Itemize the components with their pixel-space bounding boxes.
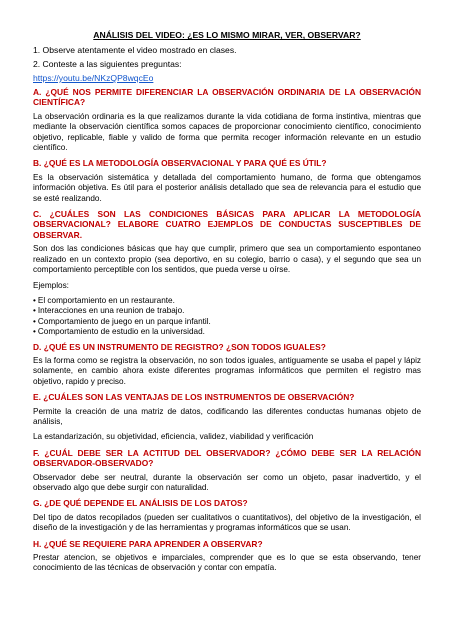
answer-d: Es la forma como se registra la observación, no son todos iguales, antiguamente se usaba el papel y lápiz solamente, en cambio ahora existe diferentes programas informáticos que permiten el registro mas objetivo, rapido y preciso. xyxy=(33,355,421,386)
answer-e: Permite la creación de una matriz de datos, codificando las diferentes conductas humanas objeto de análisis, xyxy=(33,406,421,426)
answer-e-2: La estandarización, su objetividad, eficiencia, validez, viabilidad y verificación xyxy=(33,432,314,442)
list-item: • Interacciones en una reunion de trabajo. xyxy=(33,306,421,316)
instruction-1: 1. Observe atentamente el video mostrado en clases. xyxy=(33,45,237,55)
question-h: H. ¿QUÉ SE REQUIERE PARA APRENDER A OBSERVAR? xyxy=(33,538,263,549)
question-c: C. ¿CUÁLES SON LAS CONDICIONES BÁSICAS PARA APLICAR LA METODOLOGÍA OBSERVACIONAL? ELABORE CUATRO EJEMPLOS DE CONDUCTAS SUSCEPTIBLES DE OBSERVAR. xyxy=(33,209,421,240)
document-title: ANÁLISIS DEL VIDEO: ¿ES LO MISMO MIRAR, VER, OBSERVAR? xyxy=(93,30,361,40)
question-a: A. ¿QUÉ NOS PERMITE DIFERENCIAR LA OBSERVACIÓN ORDINARIA DE LA OBSERVACIÓN CIENTÍFICA? xyxy=(33,87,421,108)
answer-a: La observación ordinaria es la que realizamos durante la vida cotidiana de forma instintiva, mientras que mediante la observación científica somos capaces de proporcionar conocimiento científico, conocimiento objetivo, replicable, fiable y valido de forma que permita recoger información relevante en un estudio científico. xyxy=(33,111,421,153)
list-item: • Comportamiento de estudio en la universidad. xyxy=(33,327,421,337)
list-item: • Comportamiento de juego en un parque infantil. xyxy=(33,317,421,327)
question-f: F. ¿CUÁL DEBE SER LA ACTITUD DEL OBSERVADOR? ¿CÓMO DEBE SER LA RELACIÓN OBSERVADOR-OBSERVADO? xyxy=(33,447,421,469)
answer-g: Del tipo de datos recopilados (pueden ser cualitativos o cuantitativos), del objetivo de la investigación, el diseño de la investigación y de las herramientas y programas informáticos que se usan. xyxy=(33,512,421,533)
question-b: B. ¿QUÉ ES LA METODOLOGÍA OBSERVACIONAL Y PARA QUÉ ES ÚTIL? xyxy=(33,158,327,169)
question-d: D. ¿QUÉ ES UN INSTRUMENTO DE REGISTRO? ¿SON TODOS IGUALES? xyxy=(33,341,326,352)
examples-label: Ejemplos: xyxy=(33,280,69,290)
instruction-2: 2. Conteste a las siguientes preguntas: xyxy=(33,59,182,69)
question-g: G. ¿DE QUÉ DEPENDE EL ANÁLISIS DE LOS DATOS? xyxy=(33,498,248,509)
answer-b: Es la observación sistemática y detallada del comportamiento humano, de forma que obtengamos información objetiva. Es útil para el posterior análisis detallado que sea de relevancia para el estudio que se esté realizando. xyxy=(33,172,421,203)
answer-h: Prestar atencion, se objetivos e imparciales, comprender que es lo que se esta observando, tener conocimiento de las técnicas de observación y contar con empatía. xyxy=(33,553,421,573)
answer-f: Observador debe ser neutral, durante la observación ser como un objeto, pasar inadvertido, y el observado algo que debe surgir con naturalidad. xyxy=(33,472,421,492)
video-link[interactable]: https://youtu.be/NKzQP8wqcEo xyxy=(33,73,154,83)
answer-c: Son dos las condiciones básicas que hay que cumplir, primero que sea un comportamiento espontaneo realizado en un contexto propio (sea deportivo, en su colegio, barrio o casa), y el segundo que sea un comportamiento perceptible con los sentidos, que pueda verse u oírse. xyxy=(33,244,421,275)
list-item: • El comportamiento en un restaurante. xyxy=(33,296,421,306)
question-e: E. ¿CUÁLES SON LAS VENTAJAS DE LOS INSTRUMENTOS DE OBSERVACIÓN? xyxy=(33,392,355,403)
examples-list xyxy=(33,296,421,338)
